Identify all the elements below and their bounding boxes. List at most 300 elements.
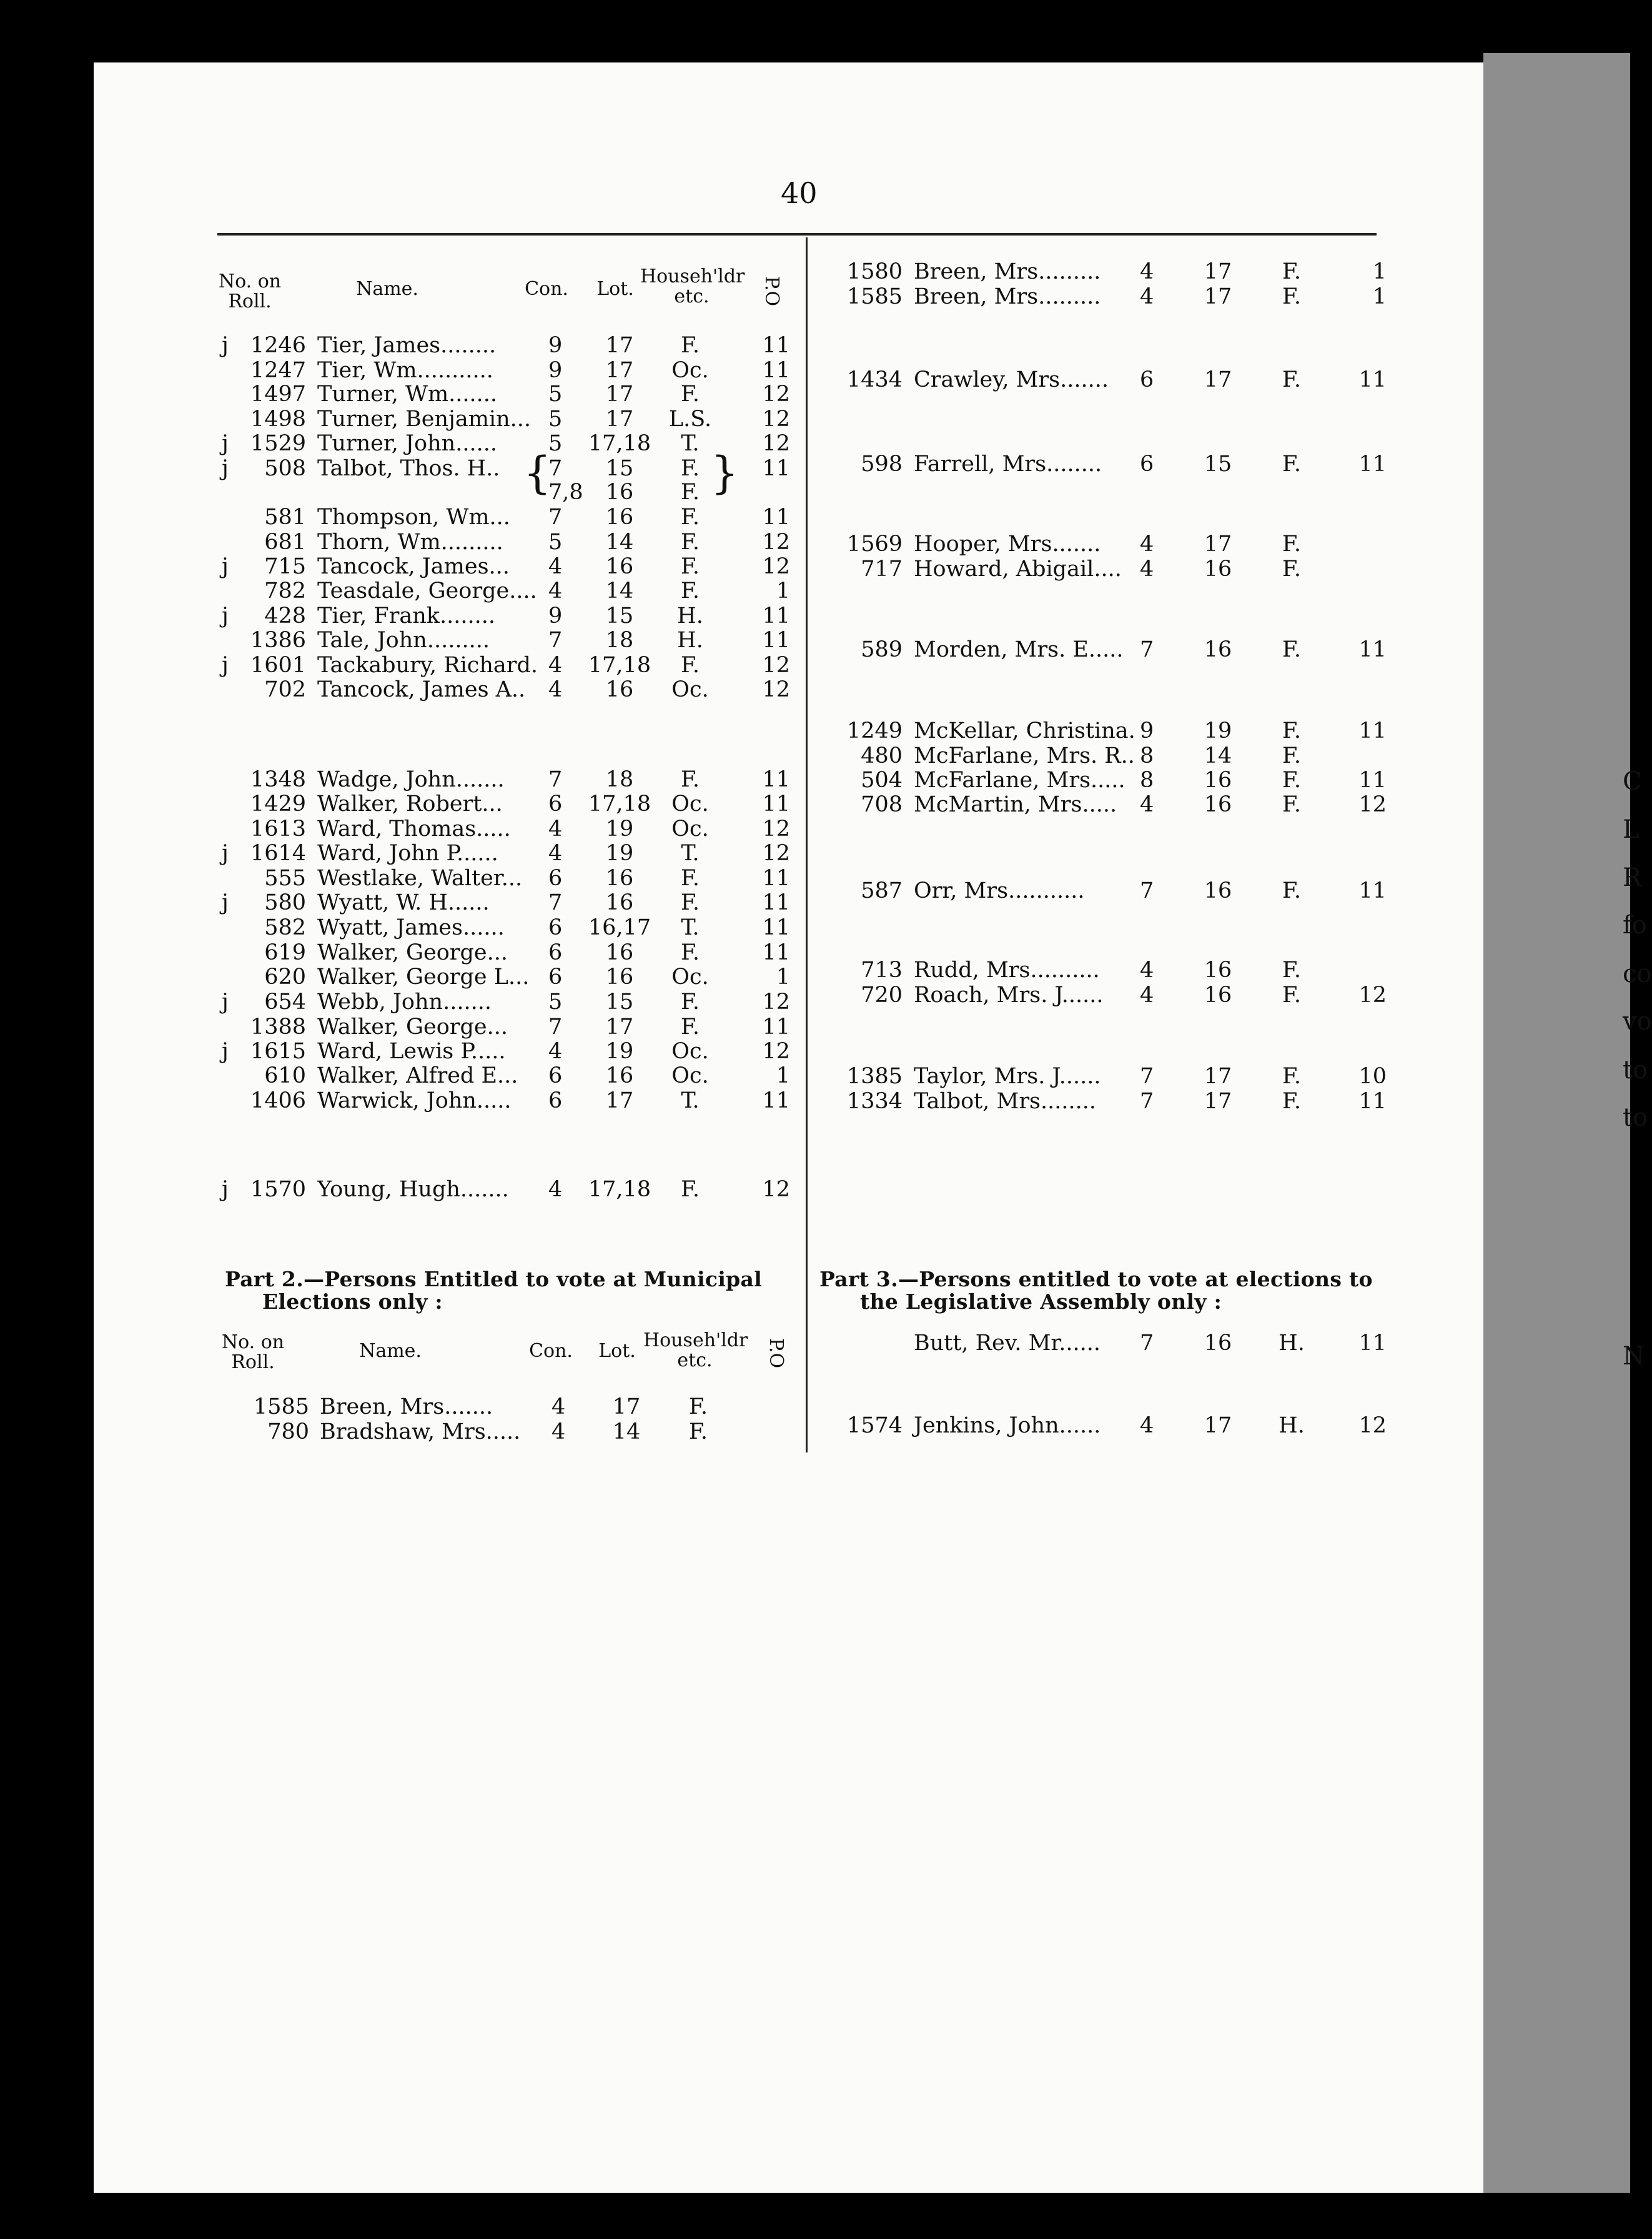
voter-name: Walker, Robert... [317,792,503,817]
voter-name: Ward, John P...... [317,841,498,866]
roll-number: 654 [264,990,306,1015]
concession: 7 [1140,1089,1154,1114]
post-office: 1 [776,578,790,603]
concession: 4 [548,817,563,841]
roll-number: 1434 [846,367,903,392]
post-office: 11 [762,603,790,628]
roll-number: 504 [861,768,903,793]
post-office: 1 [776,1063,790,1088]
roll-number: 1247 [250,358,306,383]
lot-number: 16 [605,866,634,891]
rural-mark: j [222,990,229,1015]
householder-status: F. [1282,367,1301,392]
post-office: 11 [762,792,790,817]
lot-number: 17 [605,1088,634,1113]
voter-name: Farrell, Mrs........ [914,452,1102,477]
right-row [0,532,1646,557]
right-row [0,259,1646,284]
lot-number: 16 [605,1063,634,1088]
voter-name: Breen, Mrs......... [914,259,1101,284]
householder-status: Oc. [671,817,709,841]
concession: 9 [1140,718,1154,743]
householder-status: F. [681,480,700,505]
side-letter: to [1623,1103,1648,1132]
post-office: 11 [762,333,790,358]
voter-name: Orr, Mrs........... [914,878,1085,903]
concession: 9 [548,333,563,358]
roll-number: 1580 [846,259,903,284]
roll-number: 702 [264,677,306,702]
voter-name: Jenkins, John...... [914,1413,1101,1438]
concession: 7 [1140,637,1154,662]
lot-number: 16 [605,480,634,505]
concession: 9 [548,358,563,383]
lot-number: 19 [605,817,634,841]
voter-name: Walker, George... [317,1015,508,1040]
side-letter: C [1623,767,1642,796]
concession: 7 [1140,1331,1154,1356]
householder-status: F. [681,1015,700,1040]
voter-name: Roach, Mrs. J...... [914,983,1104,1008]
post-office: 11 [1358,768,1387,793]
householder-status: F. [1282,878,1301,903]
right-row [0,792,1646,817]
side-letter: L [1623,815,1640,844]
post-office: 11 [762,890,790,915]
roll-number: 713 [861,958,903,983]
roll-number: 780 [267,1419,309,1444]
concession: 7 [1140,878,1154,903]
lot-number: 14 [605,530,634,555]
householder-status: F. [1282,983,1301,1008]
householder-status: Oc. [671,1039,709,1064]
left-row [0,841,1646,866]
post-office: 11 [1358,1089,1387,1114]
post-office: 11 [1358,452,1387,477]
part2-header-po: P.O [765,1338,787,1369]
householder-status: Oc. [671,792,709,817]
householder-status: F. [1282,743,1301,768]
concession: 5 [548,431,563,456]
householder-status: F. [1282,1089,1301,1114]
left-row [0,817,1646,841]
post-office: 11 [762,1015,790,1040]
householder-status: T. [681,1088,700,1113]
concession: 4 [1140,958,1154,983]
voter-name: Talbot, Mrs........ [914,1089,1097,1114]
concession: 4 [1140,792,1154,817]
roll-number: 1529 [250,431,306,456]
roll-number: 508 [264,456,306,481]
part3-title-line2: the Legislative Assembly only : [860,1289,1222,1314]
voter-name: Westlake, Walter... [317,866,523,891]
roll-number: 1246 [250,333,306,358]
roll-number: 580 [264,890,306,915]
rural-mark: j [222,1039,229,1064]
householder-status: Oc. [671,1063,709,1088]
concession: 4 [548,677,563,702]
post-office: 1 [776,965,790,990]
lot-number: 17,18 [588,792,651,817]
voter-name: Warwick, John..... [317,1088,512,1113]
part2-title [225,1268,787,1313]
householder-status: F. [689,1419,708,1444]
post-office: 12 [762,530,790,555]
concession: 7 [548,767,563,792]
concession: 8 [1140,768,1154,793]
roll-number: 708 [861,792,903,817]
concession: 4 [548,1177,563,1202]
concession: 6 [1140,452,1154,477]
left-row [0,505,1646,530]
householder-status: Oc. [671,358,709,383]
roll-number: 555 [264,866,306,891]
roll-number: 782 [264,578,306,603]
householder-status: F. [1282,637,1301,662]
part3-row [0,1413,1646,1438]
lot-number: 16 [1204,983,1232,1008]
householder-status: F. [1282,792,1301,817]
side-letter: N [1623,1342,1645,1371]
lot-number: 14 [605,578,634,603]
lot-number: 16 [1204,637,1232,662]
voter-name: Turner, John...... [317,431,497,456]
voter-name: McKellar, Christina. [914,718,1135,743]
header-no-on-roll: No. on Roll. [218,271,282,312]
rural-mark: j [222,554,229,579]
roll-number: 1386 [250,628,306,653]
concession: 5 [548,407,563,432]
roll-number: 1406 [250,1088,306,1113]
right-row [0,718,1646,743]
voter-name: Walker, Alfred E... [317,1063,518,1088]
voter-name: Talbot, Thos. H.. [317,456,500,481]
householder-status: F. [1282,718,1301,743]
concession: 4 [548,1039,563,1064]
roll-number: 1585 [253,1394,309,1419]
top-rule [217,233,1377,236]
part3-row [0,1331,1646,1356]
householder-status: F. [1282,768,1301,793]
post-office: 11 [762,767,790,792]
lot-number: 16 [605,940,634,965]
lot-number: 17 [1204,1064,1232,1089]
rural-mark: j [222,890,229,915]
voter-name: Turner, Wm....... [317,382,498,407]
concession: 4 [1140,259,1154,284]
lot-number: 15 [605,603,634,628]
roll-number: 1498 [250,407,306,432]
right-row [0,1064,1646,1089]
householder-status: F. [681,505,700,530]
lot-number: 15 [1204,452,1232,477]
post-office: 11 [1358,718,1387,743]
concession: 9 [548,603,563,628]
voter-name: McFarlane, Mrs..... [914,768,1125,793]
roll-number: 715 [264,554,306,579]
householder-status: F. [681,866,700,891]
householder-status: T. [681,915,700,940]
concession: 6 [548,965,563,990]
voter-name: Morden, Mrs. E..... [914,637,1124,662]
right-row [0,983,1646,1008]
left-row [0,1039,1646,1064]
post-office: 11 [762,1088,790,1113]
part2-header-no-on-roll: No. on Roll. [221,1331,285,1373]
left-row [0,333,1646,358]
voter-name: McFarlane, Mrs. R.. [914,743,1135,768]
post-office: 12 [762,653,790,678]
voter-name: Wadge, John....... [317,767,505,792]
voter-name: Webb, John....... [317,990,492,1015]
left-row [0,1015,1646,1040]
lot-number: 16,17 [588,915,651,940]
right-row [0,452,1646,477]
post-office: 12 [762,431,790,456]
lot-number: 16 [1204,1331,1232,1356]
lot-number: 16 [605,554,634,579]
householder-status: T. [681,431,700,456]
part2-header-name: Name. [359,1340,422,1362]
lot-number: 17 [1204,1413,1232,1438]
concession: 4 [1140,557,1154,582]
post-office: 12 [762,1177,790,1202]
lot-number: 17 [1204,284,1232,309]
right-row [0,743,1646,768]
concession: 4 [1140,1413,1154,1438]
side-letter: to [1623,1056,1648,1085]
brace-right: } [711,447,739,499]
householder-status: F. [689,1394,708,1419]
header-con: Con. [525,278,568,300]
roll-number: 620 [264,965,306,990]
concession: 7 [548,505,563,530]
concession: 4 [548,653,563,678]
post-office: 11 [762,940,790,965]
concession: 4 [551,1394,566,1419]
lot-number: 17,18 [588,1177,651,1202]
lot-number: 17,18 [588,431,651,456]
left-row [0,578,1646,603]
post-office: 10 [1358,1064,1387,1089]
header-lot: Lot. [596,278,634,300]
concession: 6 [548,915,563,940]
roll-number: 1249 [846,718,903,743]
header-household: Househ'ldr etc. [640,266,745,307]
post-office: 11 [762,628,790,653]
householder-status: Oc. [671,965,709,990]
voter-name: Thompson, Wm... [317,505,510,530]
rural-mark: j [222,1177,229,1202]
side-letter: R [1623,863,1642,892]
header-po: P.O [761,276,783,307]
householder-status: H. [677,603,703,628]
voter-name: McMartin, Mrs..... [914,792,1117,817]
roll-number: 1385 [846,1064,903,1089]
post-office: 11 [1358,637,1387,662]
concession: 6 [548,940,563,965]
concession: 6 [1140,367,1154,392]
right-row [0,1089,1646,1114]
post-office: 12 [1358,983,1387,1008]
concession: 4 [548,554,563,579]
lot-number: 16 [605,505,634,530]
voter-name: Young, Hugh....... [317,1177,509,1202]
householder-status: F. [1282,532,1301,557]
lot-number: 18 [605,628,634,653]
rural-mark: j [222,841,229,866]
householder-status: H. [677,628,703,653]
right-row [0,958,1646,983]
lot-number: 17 [605,407,634,432]
concession: 8 [1140,743,1154,768]
voter-name: Hooper, Mrs....... [914,532,1101,557]
part2-header-household: Househ'ldr etc. [643,1329,748,1371]
roll-number: 717 [861,557,903,582]
lot-number: 17,18 [588,653,651,678]
concession: 7 [548,1015,563,1040]
part3-title [819,1268,1394,1313]
householder-status: H. [1279,1413,1305,1438]
householder-status: Oc. [671,677,709,702]
roll-number: 1569 [846,532,903,557]
roll-number: 589 [861,637,903,662]
householder-status: H. [1279,1331,1305,1356]
concession: 6 [548,1063,563,1088]
concession: 6 [548,866,563,891]
voter-name: Tackabury, Richard. [317,653,538,678]
right-row [0,367,1646,392]
post-office: 12 [1358,792,1387,817]
lot-number: 16 [1204,958,1232,983]
concession: 4 [548,841,563,866]
concession: 4 [548,578,563,603]
concession: 4 [551,1419,566,1444]
roll-number: 681 [264,530,306,555]
concession: 4 [1140,284,1154,309]
lot-number: 17 [1204,532,1232,557]
householder-status: F. [681,530,700,555]
brace-left: { [523,447,551,499]
left-row [0,407,1646,432]
voter-name: Tancock, James A.. [317,677,526,702]
lot-number: 17 [1204,1089,1232,1114]
lot-number: 16 [605,677,634,702]
post-office: 11 [762,915,790,940]
roll-number: 1570 [250,1177,306,1202]
lot-number: 17 [612,1394,641,1419]
post-office: 12 [762,990,790,1015]
lot-number: 17 [605,333,634,358]
post-office: 11 [762,866,790,891]
lot-number: 16 [1204,557,1232,582]
householder-status: F. [681,1177,700,1202]
left-row [0,480,1646,505]
left-row [0,677,1646,702]
householder-status: F. [1282,284,1301,309]
householder-status: F. [681,333,700,358]
voter-name: Wyatt, W. H...... [317,890,490,915]
post-office: 12 [762,677,790,702]
voter-name: Walker, George L... [317,965,530,990]
lot-number: 17 [1204,259,1232,284]
voter-name: Ward, Thomas..... [317,817,511,841]
rural-mark: j [222,431,229,456]
lot-number: 17 [605,1015,634,1040]
householder-status: F. [681,578,700,603]
lot-number: 16 [1204,792,1232,817]
voter-name: Walker, George... [317,940,508,965]
householder-status: L.S. [668,407,712,432]
right-row [0,878,1646,903]
side-letter: fo [1623,911,1647,940]
roll-number: 1585 [846,284,903,309]
left-row [0,1177,1646,1202]
lot-number: 19 [605,841,634,866]
post-office: 12 [762,554,790,579]
roll-number: 587 [861,878,903,903]
voter-name: Thorn, Wm......... [317,530,503,555]
voter-name: Teasdale, George.... [317,578,537,603]
rural-mark: j [222,456,229,481]
rural-mark: j [222,333,229,358]
householder-status: F. [1282,259,1301,284]
householder-status: F. [681,890,700,915]
voter-name: Tier, James........ [317,333,497,358]
roll-number: 1615 [250,1039,306,1064]
roll-number: 582 [264,915,306,940]
post-office: 12 [762,841,790,866]
post-office: 1 [1372,259,1387,284]
householder-status: F. [1282,1064,1301,1089]
householder-status: F. [681,940,700,965]
roll-number: 1334 [846,1089,903,1114]
left-row [0,603,1646,628]
voter-name: Tale, John......... [317,628,490,653]
right-row [0,768,1646,793]
concession: 5 [548,382,563,407]
lot-number: 16 [1204,768,1232,793]
part2-title-line1: Part 2.—Persons Entitled to vote at Municipal [225,1267,763,1291]
lot-number: 17 [1204,367,1232,392]
voter-name: Tier, Wm........... [317,358,493,383]
lot-number: 18 [605,767,634,792]
roll-number: 1429 [250,792,306,817]
roll-number: 1601 [250,653,306,678]
householder-status: F. [1282,452,1301,477]
part3-title-line1: Part 3.—Persons entitled to vote at elections to [819,1267,1373,1291]
side-letter: co [1623,960,1652,988]
voter-name: Breen, Mrs......... [914,284,1101,309]
post-office: 12 [762,407,790,432]
voter-name: Breen, Mrs....... [320,1394,493,1419]
concession: 4 [1140,532,1154,557]
voter-name: Crawley, Mrs....... [914,367,1109,392]
roll-number: 1613 [250,817,306,841]
concession: 7 [548,456,563,481]
lot-number: 14 [1204,743,1232,768]
side-letter: vo [1623,1007,1652,1036]
voter-name: Howard, Abigail.... [914,557,1122,582]
concession: 7,8 [548,480,583,505]
concession: 7 [548,890,563,915]
roll-number: 480 [861,743,903,768]
roll-number: 610 [264,1063,306,1088]
post-office: 11 [1358,1331,1387,1356]
householder-status: F. [681,382,700,407]
roll-number: 720 [861,983,903,1008]
page-number: 40 [781,176,818,210]
